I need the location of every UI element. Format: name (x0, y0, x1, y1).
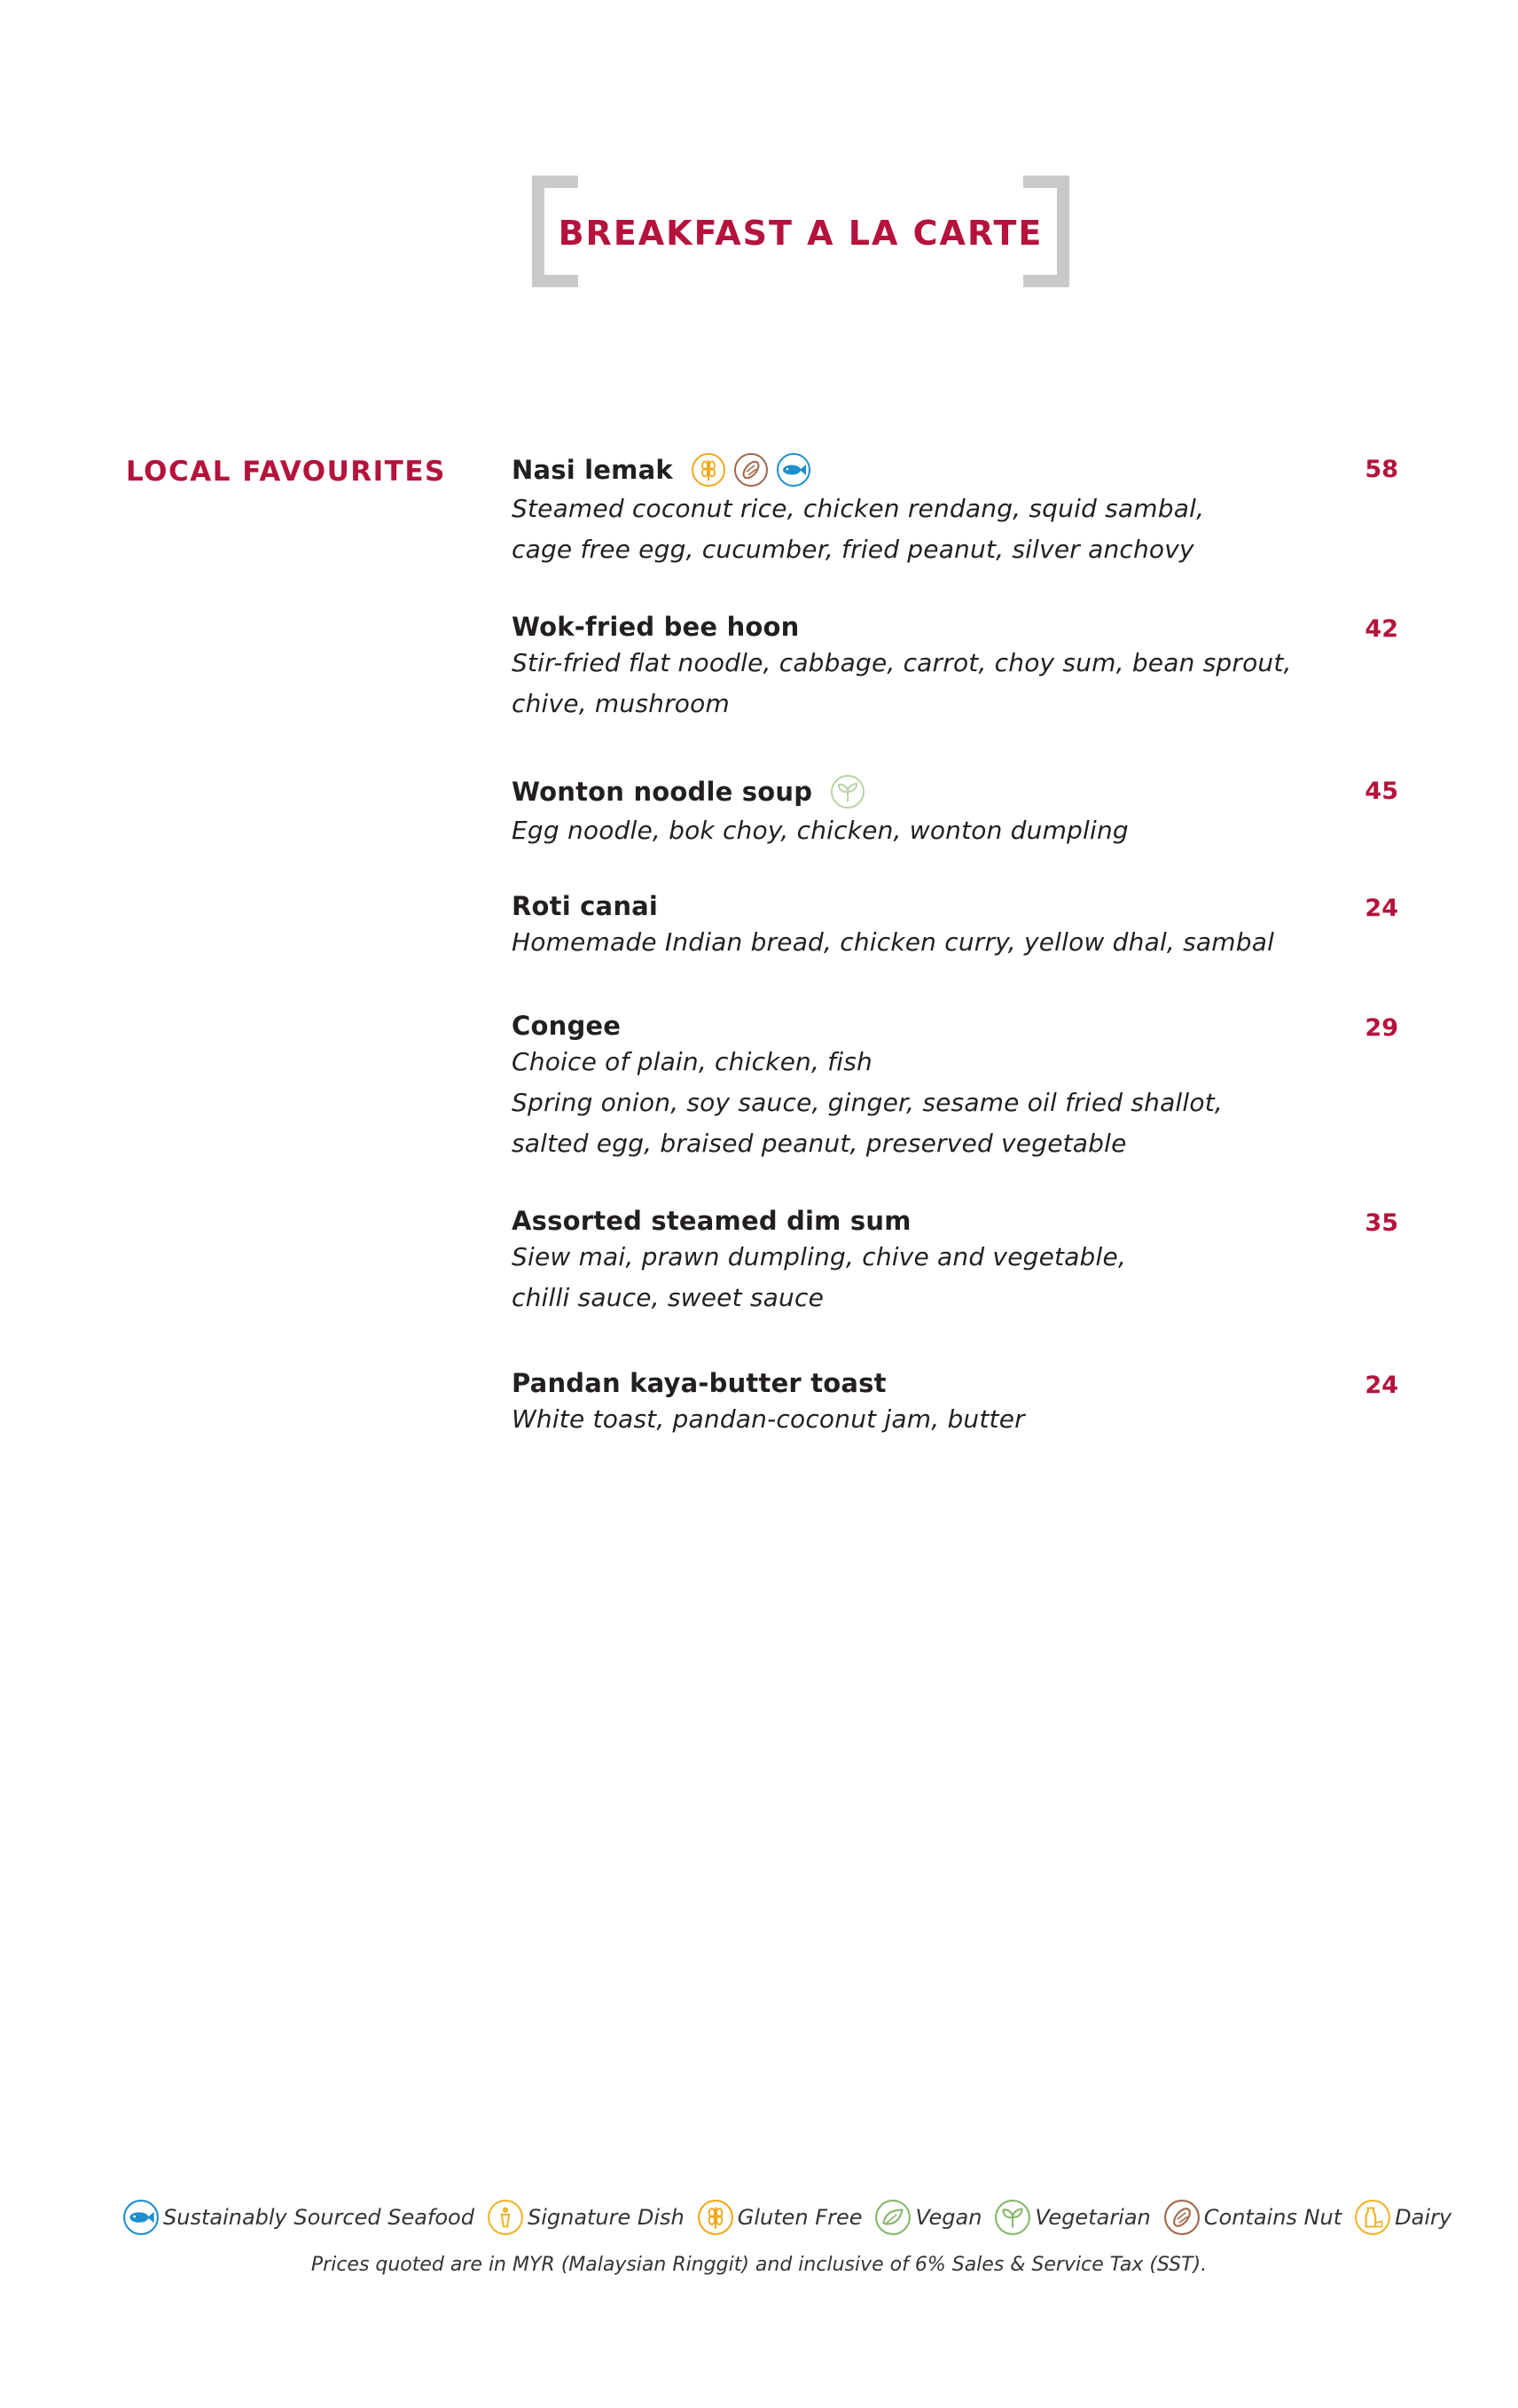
gluten-free-icon (691, 452, 726, 488)
item-description: Steamed coconut rice, chicken rendang, squid sambal, (512, 494, 1205, 523)
item-description: chilli sauce, sweet sauce (512, 1283, 825, 1312)
vegetarian-icon (830, 774, 865, 809)
page-title: BREAKFAST A LA CARTE (558, 214, 1044, 253)
legend-label: Dairy (1395, 2205, 1452, 2230)
legend-label: Signature Dish (527, 2205, 685, 2230)
item-price: 24 (1365, 895, 1398, 922)
item-name: Wok-fried bee hoon (512, 612, 800, 642)
legend-item (874, 2199, 982, 2236)
seafood-icon (122, 2199, 160, 2236)
menu-item (512, 1368, 1398, 1439)
item-name: Roti canai (512, 891, 659, 921)
item-description: Homemade Indian bread, chicken curry, yellow dhal, sambal (512, 927, 1275, 957)
legend-item (994, 2199, 1150, 2236)
item-description: Choice of plain, chicken, fish (512, 1047, 872, 1076)
contains-nut-icon (1163, 2199, 1201, 2236)
item-description: Spring onion, soy sauce, ginger, sesame oil fried shallot, (512, 1088, 1223, 1117)
item-description: Stir-fried flat noodle, cabbage, carrot, choy sum, bean sprout, (512, 648, 1292, 677)
legend-label: Vegetarian (1035, 2205, 1151, 2230)
menu-item (512, 891, 1398, 962)
item-name: Assorted steamed dim sum (512, 1206, 912, 1236)
item-description: Siew mai, prawn dumpling, chive and vegetable, (512, 1242, 1127, 1271)
legend-item (697, 2199, 863, 2236)
legend-item (1354, 2199, 1451, 2236)
item-name: Congee (512, 1011, 622, 1041)
dietary-legend (122, 2199, 1452, 2236)
item-price: 29 (1365, 1014, 1398, 1042)
item-description: White toast, pandan-coconut jam, butter (512, 1404, 1025, 1434)
item-price: 35 (1365, 1209, 1398, 1237)
menu-item (512, 612, 1398, 723)
legend-label: Gluten Free (737, 2205, 863, 2230)
item-price: 42 (1365, 615, 1398, 643)
title-frame (532, 176, 1069, 287)
legend-item (487, 2199, 685, 2236)
gluten-free-icon (697, 2199, 734, 2236)
item-price: 45 (1365, 778, 1398, 805)
vegan-icon (874, 2199, 912, 2236)
item-icons (830, 774, 872, 809)
menu-item (512, 452, 1398, 569)
section-title: LOCAL FAVOURITES (126, 456, 446, 488)
item-description: salted egg, braised peanut, preserved vegetable (512, 1129, 1127, 1158)
dairy-icon (1354, 2199, 1391, 2236)
item-price: 24 (1365, 1372, 1398, 1399)
item-name: Wonton noodle soup (512, 777, 813, 807)
menu-item (512, 1206, 1398, 1317)
legend-label: Vegan (915, 2205, 982, 2230)
vegetarian-icon (994, 2199, 1031, 2236)
legend-item (1163, 2199, 1342, 2236)
item-description: Egg noodle, bok choy, chicken, wonton dumpling (512, 816, 1129, 845)
legend-label: Contains Nut (1203, 2205, 1342, 2230)
menu-item (512, 774, 1398, 850)
item-price: 58 (1365, 456, 1398, 483)
contains-nut-icon (733, 452, 769, 488)
seafood-icon (776, 452, 811, 488)
signature-icon (487, 2199, 524, 2236)
legend-label: Sustainably Sourced Seafood (163, 2205, 474, 2230)
item-icons (691, 452, 818, 488)
price-footnote: Prices quoted are in MYR (Malaysian Ringgit) and inclusive of 6% Sales & Service Tax (SST). (310, 2254, 1208, 2276)
item-description: cage free egg, cucumber, fried peanut, silver anchovy (512, 535, 1194, 564)
item-description: chive, mushroom (512, 689, 730, 718)
item-name: Nasi lemak (512, 455, 673, 485)
legend-item (122, 2199, 474, 2236)
item-name: Pandan kaya-butter toast (512, 1368, 887, 1398)
menu-item (512, 1011, 1398, 1163)
